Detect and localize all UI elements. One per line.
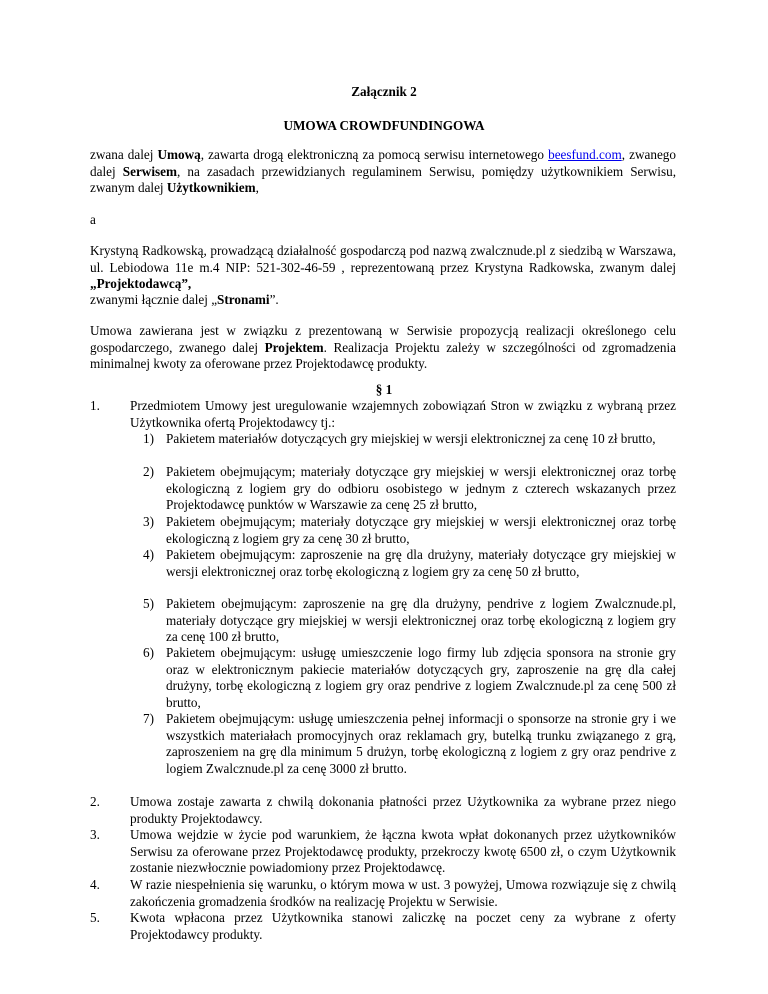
section-heading: § 1: [375, 382, 393, 397]
annex-label: Załącznik 2: [351, 84, 417, 99]
item-text: W razie niespełnienia się warunku, o którym mowa w ust. 3 powyżej, Umowa rozwiązuje się z chwilą zakończenia gromadzenia środków na realizację Projektu w Serwisie.: [130, 877, 676, 909]
conjunction: a: [90, 212, 96, 227]
subitem-number: 1): [143, 431, 154, 446]
subitem-text: Pakietem obejmującym: zaproszenie na grę dla drużyny, pendrive z logiem Zwalcznude.pl, materiały dotyczące gry miejskiej w wersji elektronicznej oraz torbę ekologiczną z logiem gry za cenę 100 zł brutto,: [166, 596, 676, 644]
subitem-number: 7): [143, 711, 154, 726]
subitem-text: Pakietem obejmującym: usługę umieszczenie logo firmy lub zdjęcia sponsora na stronie gry oraz w elektronicznym pakiecie materiałów dotyczących gry, zaproszenie na grę dla całej drużyny, torbę ekologiczną z logiem gry oraz pendrive z logiem Zwalcznude.pl za cenę 500 zł brutto,: [166, 645, 676, 710]
subitem-text: Pakietem obejmującym: zaproszenie na grę dla drużyny, materiały dotyczące gry miejskiej w wersji elektronicznej oraz torbę ekologiczną z logiem gry za cenę 50 zł brutto,: [166, 547, 676, 579]
item-number: 2.: [90, 794, 100, 809]
item-number: 4.: [90, 877, 100, 892]
item-text: Kwota wpłacona przez Użytkownika stanowi zaliczkę na poczet ceny za wybrane z oferty Projektodawcy produkty.: [130, 910, 676, 942]
subitem-number: 4): [143, 547, 154, 562]
item-number: 5.: [90, 910, 100, 925]
item-text: Umowa zostaje zawarta z chwilą dokonania płatności przez Użytkownika za wybrane przez niego produkty Projektodawcy.: [130, 794, 676, 826]
purpose-paragraph: Umowa zawierana jest w związku z prezentowaną w Serwisie propozycją realizacji określonego celu gospodarczego, zwanego dalej Projektem. Realizacja Projektu zależy w szczególności od zgromadzenia minimalnej kwoty za oferowane przez Projektodawcę produkty.: [90, 323, 676, 371]
document-title: UMOWA CROWDFUNDINGOWA: [283, 118, 485, 133]
beesfund-link[interactable]: beesfund.com: [548, 147, 622, 162]
subitem-number: 6): [143, 645, 154, 660]
party-paragraph: Krystyną Radkowską, prowadzącą działalność gospodarczą pod nazwą zwalcznude.pl z siedzibą w Warszawa, ul. Lebiodowa 11e m.4 NIP: 521-302-46-59 , reprezentowaną przez Krystyna Radkowska, zwanym dalej „Projektodawcą”,: [90, 243, 676, 291]
parties-paragraph: zwanymi łącznie dalej „Stronami”.: [90, 292, 279, 307]
subitem-text: Pakietem obejmującym: usługę umieszczenia pełnej informacji o sponsorze na stronie gry i we wszystkich materiałach promocyjnych oraz reklamach gry, butelką trunku związanego z grą, zaproszeniem na grę dla minimum 5 drużyn, torbę ekologiczną z logiem z gry oraz pendrive z logiem Zwalcznude.pl za cenę 3000 zł brutto.: [166, 711, 676, 776]
subitem-text: Pakietem obejmującym; materiały dotyczące gry miejskiej w wersji elektronicznej oraz torbę ekologiczną z logiem gry do odbioru osobistego w jednym z czterech wskazanych przez Projektodawcę punktów w Warszawie za cenę 25 zł brutto,: [166, 464, 676, 512]
subitem-text: Pakietem materiałów dotyczących gry miejskiej w wersji elektronicznej za cenę 10 zł brutto,: [166, 431, 656, 446]
item-number: 1.: [90, 398, 100, 413]
subitem-number: 3): [143, 514, 154, 529]
item-text: Przedmiotem Umowy jest uregulowanie wzajemnych zobowiązań Stron w związku z wybraną przez Użytkownika ofertą Projektodawcy tj.:: [130, 398, 676, 430]
item-number: 3.: [90, 827, 100, 842]
subitem-text: Pakietem obejmującym; materiały dotyczące gry miejskiej w wersji elektronicznej oraz torbę ekologiczną z logiem gry za cenę 30 zł brutto,: [166, 514, 676, 546]
subitem-number: 5): [143, 596, 154, 611]
subitem-number: 2): [143, 464, 154, 479]
intro-paragraph: zwana dalej Umową, zawarta drogą elektroniczną za pomocą serwisu internetowego beesfund.com, zwanego dalej Serwisem, na zasadach przewidzianych regulaminem Serwisu, pomiędzy użytkownikiem Serwisu, zwanym dalej Użytkownikiem,: [90, 147, 676, 195]
item-text: Umowa wejdzie w życie pod warunkiem, że łączna kwota wpłat dokonanych przez użytkowników Serwisu za oferowane przez Projektodawcę produkty, przekroczy kwotę 6500 zł, o czym Użytkownik zostanie niezwłocznie powiadomiony przez Projektodawcę.: [130, 827, 676, 875]
